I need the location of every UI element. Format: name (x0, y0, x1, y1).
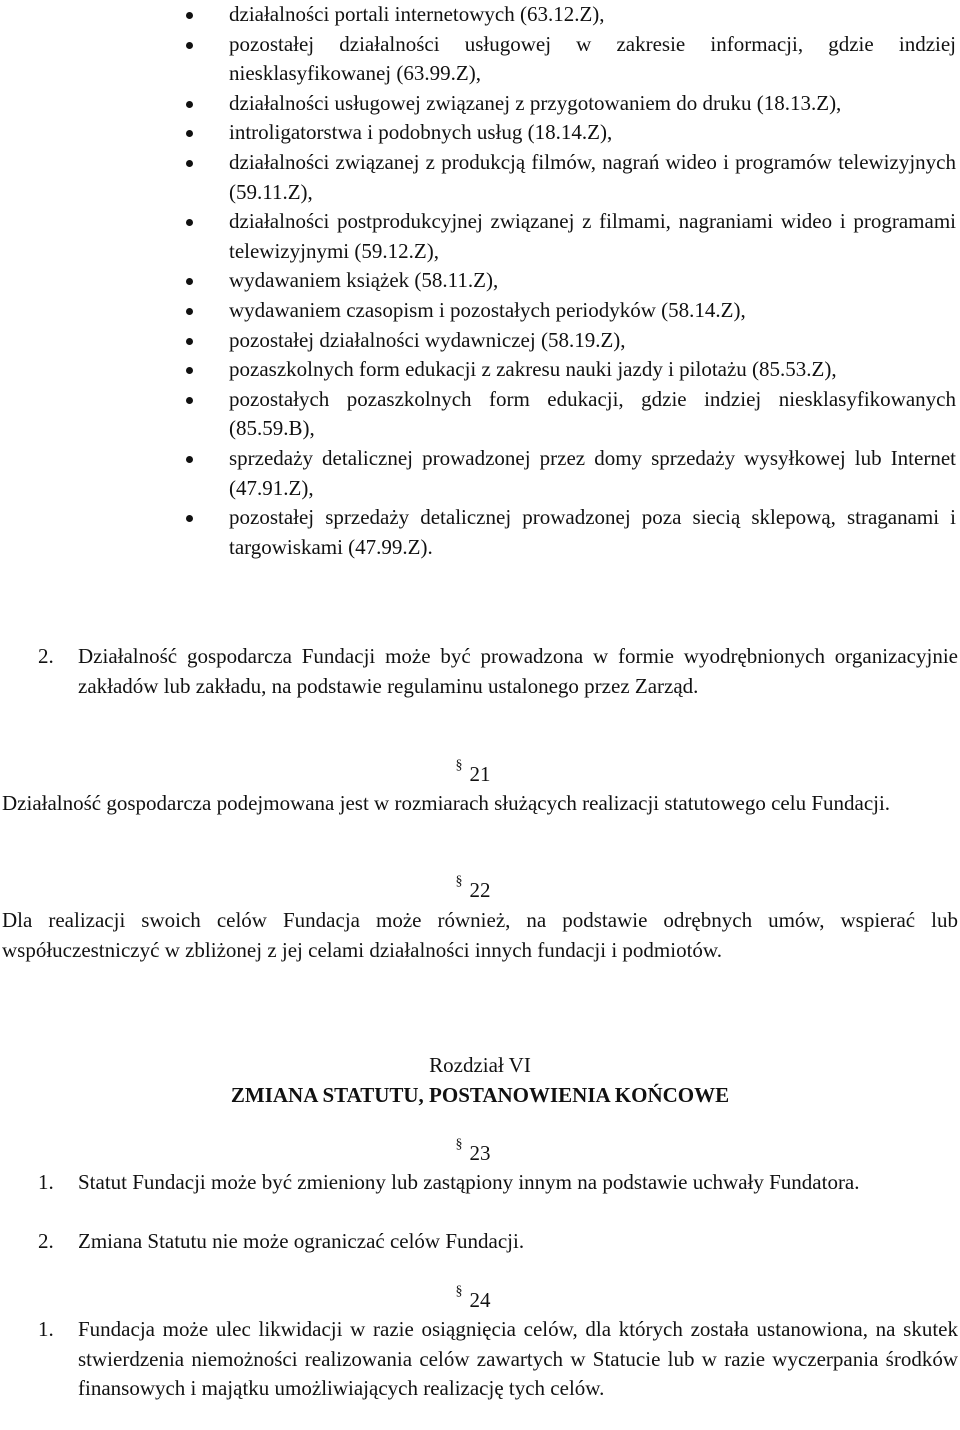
numbered-item (38, 1168, 958, 1198)
section-heading (0, 760, 960, 790)
list-item (0, 118, 960, 148)
list-item-text: działalności postprodukcyjnej związanej z filmami, nagraniami wideo i programami telewizyjnymi (59.12.Z), (229, 209, 956, 263)
list-item-text: pozostałej sprzedaży detalicznej prowadzonej poza siecią sklepową, straganami i targowiskami (47.99.Z). (229, 505, 956, 559)
section-mark: § (455, 758, 463, 773)
list-item-text: sprzedaży detalicznej prowadzonej przez domy sprzedaży wysyłkowej lub Internet (47.91.Z), (229, 445, 956, 500)
list-item-text: wydawaniem książek (58.11.Z), (229, 268, 499, 293)
bullet-icon (186, 12, 193, 19)
bullet-icon (186, 219, 193, 226)
list-item (0, 503, 960, 562)
list-item-text: działalności portali internetowych (63.12.Z), (229, 2, 605, 26)
list-item (0, 326, 960, 356)
list-item-text: pozaszkolnych form edukacji z zakresu nauki jazdy i pilotażu (85.53.Z), (229, 357, 837, 382)
item-text: Zmiana Statutu nie może ograniczać celów Fundacji. (78, 1229, 525, 1253)
bullet-icon (186, 278, 193, 285)
numbered-item (38, 1227, 958, 1257)
section-mark: § (455, 1137, 463, 1152)
section-heading (0, 1139, 960, 1169)
list-item (0, 266, 960, 296)
bullet-icon (186, 367, 193, 374)
list-item (0, 0, 960, 30)
bullet-icon (186, 515, 193, 522)
bullet-icon (186, 130, 193, 137)
list-item-text: działalności usługowej związanej z przygotowaniem do druku (18.13.Z), (229, 90, 842, 115)
bullet-icon (186, 101, 193, 108)
chapter-title: ZMIANA STATUTU, POSTANOWIENIA KOŃCOWE (230, 1083, 730, 1107)
bullet-icon (186, 42, 193, 49)
list-item (0, 148, 960, 207)
section-heading (0, 1286, 960, 1316)
list-item-text: introligatorstwa i podobnych usług (18.14.Z), (229, 120, 613, 145)
section-number: 23 (469, 1141, 491, 1165)
list-item (0, 355, 960, 385)
section-paragraph: Działalność gospodarcza podejmowana jest w rozmiarach służących realizacji statutowego celu Fundacji. (2, 791, 891, 815)
item-number: 2. (38, 644, 54, 668)
item-text: Fundacja może ulec likwidacji w razie osiągnięcia celów, dla których została ustanowiona, na skutek stwierdzenia niemożności realizowania celów zawartych w Statucie lub w razie wyczerpania środków finansowych i majątku umożliwiających realizację tych celów. (78, 1317, 958, 1401)
list-item-text: pozostałych pozaszkolnych form edukacji, gdzie indziej niesklasyfikowanych (85.59.B), (229, 386, 956, 441)
section-mark: § (455, 1284, 463, 1299)
item-text: Działalność gospodarcza Fundacji może być prowadzona w formie wyodrębnionych organizacyjnie zakładów lub zakładu, na podstawie regulaminu ustalonego przez Zarząd. (78, 644, 958, 698)
list-item (0, 30, 960, 89)
bullet-icon (186, 308, 193, 315)
bullet-icon (186, 338, 193, 345)
chapter-label: Rozdział VI (429, 1053, 531, 1077)
list-item (0, 207, 960, 266)
list-item (0, 89, 960, 119)
section-number: 21 (469, 762, 491, 786)
item-number: 2. (38, 1229, 54, 1253)
section-paragraph: Dla realizacji swoich celów Fundacja może również, na podstawie odrębnych umów, wspierać lub współuczestniczyć w zbliżonej z jej celami działalności innych fundacji i podmiotów. (2, 908, 958, 962)
section-number: 22 (469, 878, 491, 902)
bullet-icon (186, 160, 193, 167)
list-item (0, 296, 960, 326)
section-number: 24 (469, 1288, 491, 1312)
list-item-text: wydawaniem czasopism i pozostałych periodyków (58.14.Z), (229, 297, 746, 322)
bullet-icon (186, 397, 193, 404)
bullet-icon (186, 456, 193, 463)
list-item-text: pozostałej działalności wydawniczej (58.19.Z), (229, 327, 626, 352)
section-heading (0, 876, 960, 906)
list-item-text: pozostałej działalności usługowej w zakresie informacji, gdzie indziej niesklasyfikowanej (63.99.Z), (229, 31, 956, 86)
numbered-item (38, 1315, 958, 1404)
list-item-text: działalności związanej z produkcją filmów, nagrań wideo i programów telewizyjnych (59.11.Z), (229, 149, 956, 204)
numbered-item (38, 642, 958, 701)
list-item (0, 444, 960, 503)
item-number: 1. (38, 1170, 54, 1194)
list-item (0, 385, 960, 444)
activity-bullet-list (0, 0, 960, 562)
item-text: Statut Fundacji może być zmieniony lub zastąpiony innym na podstawie uchwały Fundatora. (78, 1170, 860, 1194)
section-mark: § (455, 874, 463, 889)
item-number: 1. (38, 1317, 54, 1341)
